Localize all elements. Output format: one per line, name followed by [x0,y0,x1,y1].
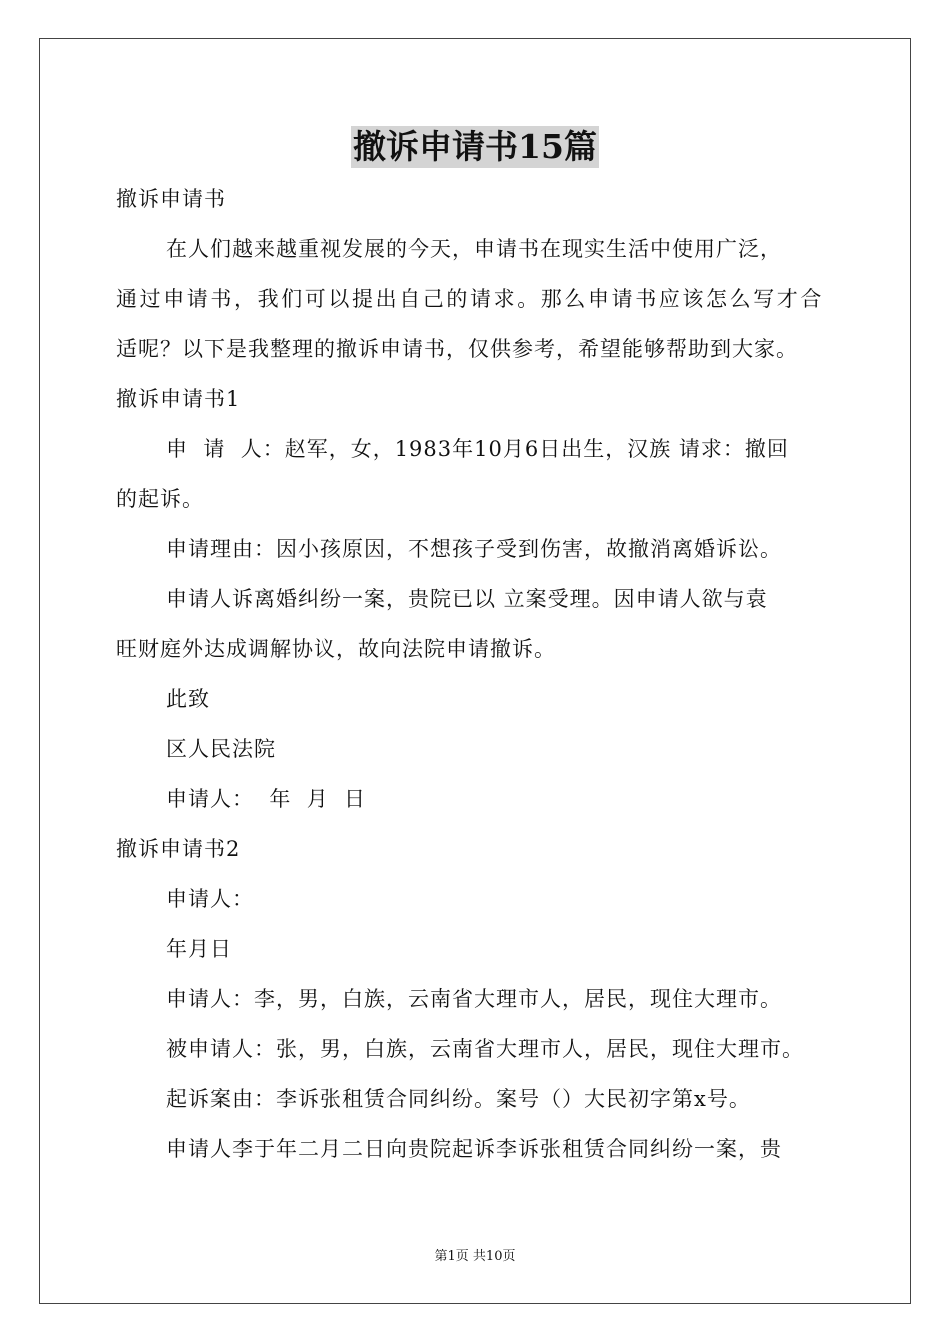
page-footer: 第1页 共10页 [434,1249,516,1264]
paragraph-line: 申请人诉离婚纠纷一案，贵院已以 立案受理。因申请人欲与袁 [166,587,768,611]
paragraph-line: 通过申请书，我们可以提出自己的请求。那么申请书应该怎么写才合 [116,287,824,311]
paragraph-line: 区人民法院 [166,737,276,761]
paragraph-line: 的起诉。 [116,487,204,511]
paragraph-line: 申请人： [166,887,254,911]
paragraph-line: 年月日 [166,937,232,961]
section-heading: 撤诉申请书1 [116,387,241,411]
paragraph-line: 申请人：李，男，白族，云南省大理市人，居民，现住大理市。 [166,987,782,1011]
paragraph-line: 起诉案由：李诉张租赁合同纠纷。案号（）大民初字第x号。 [166,1087,751,1111]
section-heading: 撤诉申请书2 [116,837,241,861]
paragraph-line: 申请理由：因小孩原因，不想孩子受到伤害，故撤消离婚诉讼。 [166,537,782,561]
paragraph-line: 申请人李于年二月二日向贵院起诉李诉张租赁合同纠纷一案，贵 [166,1137,782,1161]
paragraph-line: 旺财庭外达成调解协议，故向法院申请撤诉。 [116,637,556,661]
paragraph-line: 申 请 人：赵军，女，1983年10月6日出生，汉族 请求：撤回 [166,437,789,461]
section-heading: 撤诉申请书 [116,187,226,211]
paragraph-line: 适呢？以下是我整理的撤诉申请书，仅供参考，希望能够帮助到大家。 [116,337,798,361]
paragraph-line: 此致 [166,687,210,711]
paragraph-line: 申请人： 年 月 日 [166,787,367,811]
document-title: 撤诉申请书15篇 [353,127,597,166]
paragraph-line: 被申请人：张，男，白族，云南省大理市人，居民，现住大理市。 [166,1037,804,1061]
paragraph-line: 在人们越来越重视发展的今天，申请书在现实生活中使用广泛， [166,237,782,261]
title-container [0,126,950,168]
page-border [39,38,911,1304]
